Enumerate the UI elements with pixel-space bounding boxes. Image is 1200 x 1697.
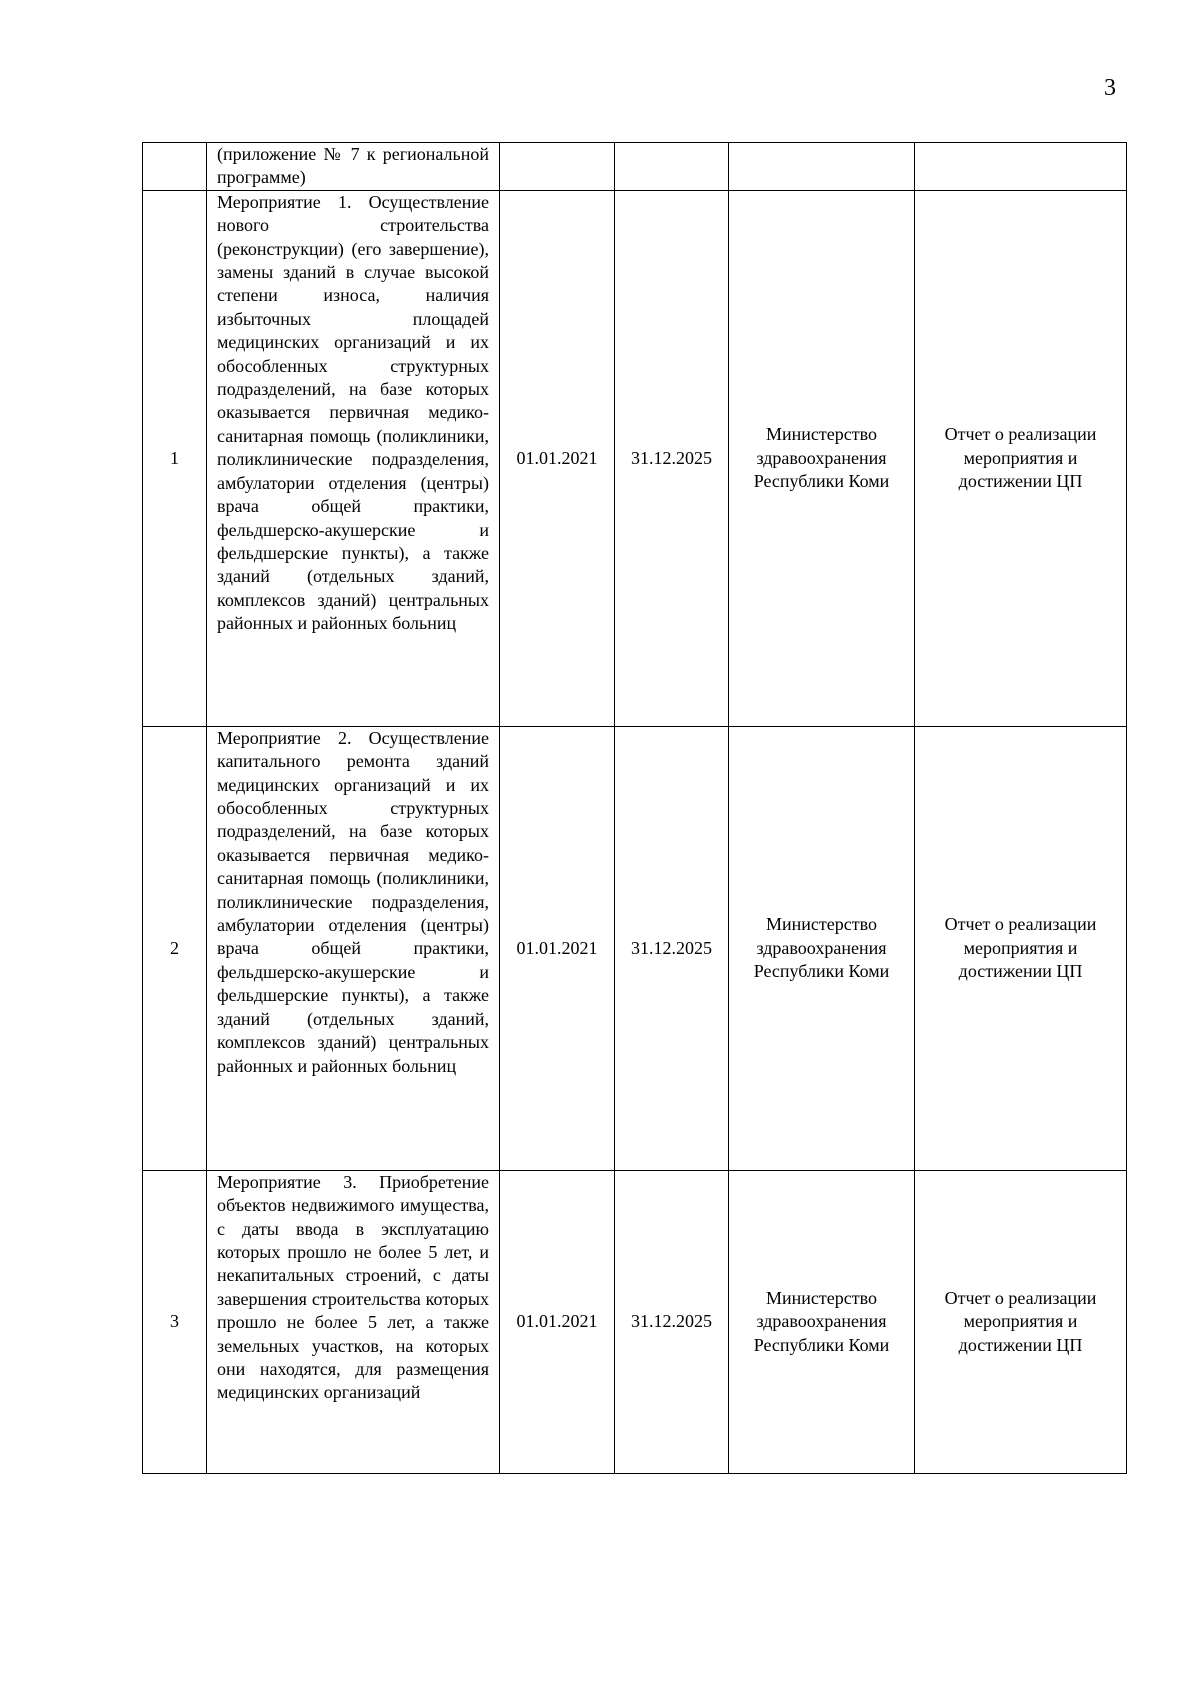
end-cell-empty: [615, 143, 729, 191]
result-cell: Отчет о реализации мероприятия и достижении ЦП: [915, 1170, 1127, 1473]
measures-table: [142, 142, 1127, 1474]
start-date-cell: 01.01.2021: [500, 1170, 615, 1473]
name-cell-continuation: (приложение № 7 к региональной программе): [207, 143, 500, 191]
table-row-continuation: [143, 143, 1127, 191]
table-row: [143, 190, 1127, 726]
name-cell: Мероприятие 2. Осуществление капитального ремонта зданий медицинских организаций и их обособленных структурных подразделений, на базе которых оказывается первичная медико-санитарная помощь (поликлиники, поликлинические подразделения, амбулатории отделения (центры) врача общей практики, фельдшерско-акушерские и фельдшерские пункты), а также зданий (отдельных зданий, комплексов зданий) центральных районных и районных больниц: [207, 726, 500, 1170]
table-row: [143, 1170, 1127, 1473]
num-cell-empty: [143, 143, 207, 191]
page-number: 3: [1104, 75, 1116, 101]
result-cell-empty: [915, 143, 1127, 191]
start-cell-empty: [500, 143, 615, 191]
end-date-cell: 31.12.2025: [615, 1170, 729, 1473]
start-date-cell: 01.01.2021: [500, 190, 615, 726]
responsible-cell: Министерство здравоохранения Республики Коми: [729, 190, 915, 726]
name-cell: Мероприятие 1. Осуществление нового строительства (реконструкции) (его завершение), замены зданий в случае высокой степени износа, наличия избыточных площадей медицинских организаций и их обособленных структурных подразделений, на базе которых оказывается первичная медико-санитарная помощь (поликлиники, поликлинические подразделения, амбулатории отделения (центры) врача общей практики, фельдшерско-акушерские и фельдшерские пункты), а также зданий (отдельных зданий, комплексов зданий) центральных районных и районных больниц: [207, 190, 500, 726]
responsible-cell-empty: [729, 143, 915, 191]
result-cell: Отчет о реализации мероприятия и достижении ЦП: [915, 726, 1127, 1170]
end-date-cell: 31.12.2025: [615, 190, 729, 726]
num-cell: 2: [143, 726, 207, 1170]
start-date-cell: 01.01.2021: [500, 726, 615, 1170]
end-date-cell: 31.12.2025: [615, 726, 729, 1170]
responsible-cell: Министерство здравоохранения Республики Коми: [729, 726, 915, 1170]
num-cell: 1: [143, 190, 207, 726]
result-cell: Отчет о реализации мероприятия и достижении ЦП: [915, 190, 1127, 726]
name-cell: Мероприятие 3. Приобретение объектов недвижимого имущества, с даты ввода в эксплуатацию которых прошло не более 5 лет, и некапитальных строений, с даты завершения строительства которых прошло не более 5 лет, а также земельных участков, на которых они находятся, для размещения медицинских организаций: [207, 1170, 500, 1473]
table-row: [143, 726, 1127, 1170]
num-cell: 3: [143, 1170, 207, 1473]
responsible-cell: Министерство здравоохранения Республики Коми: [729, 1170, 915, 1473]
